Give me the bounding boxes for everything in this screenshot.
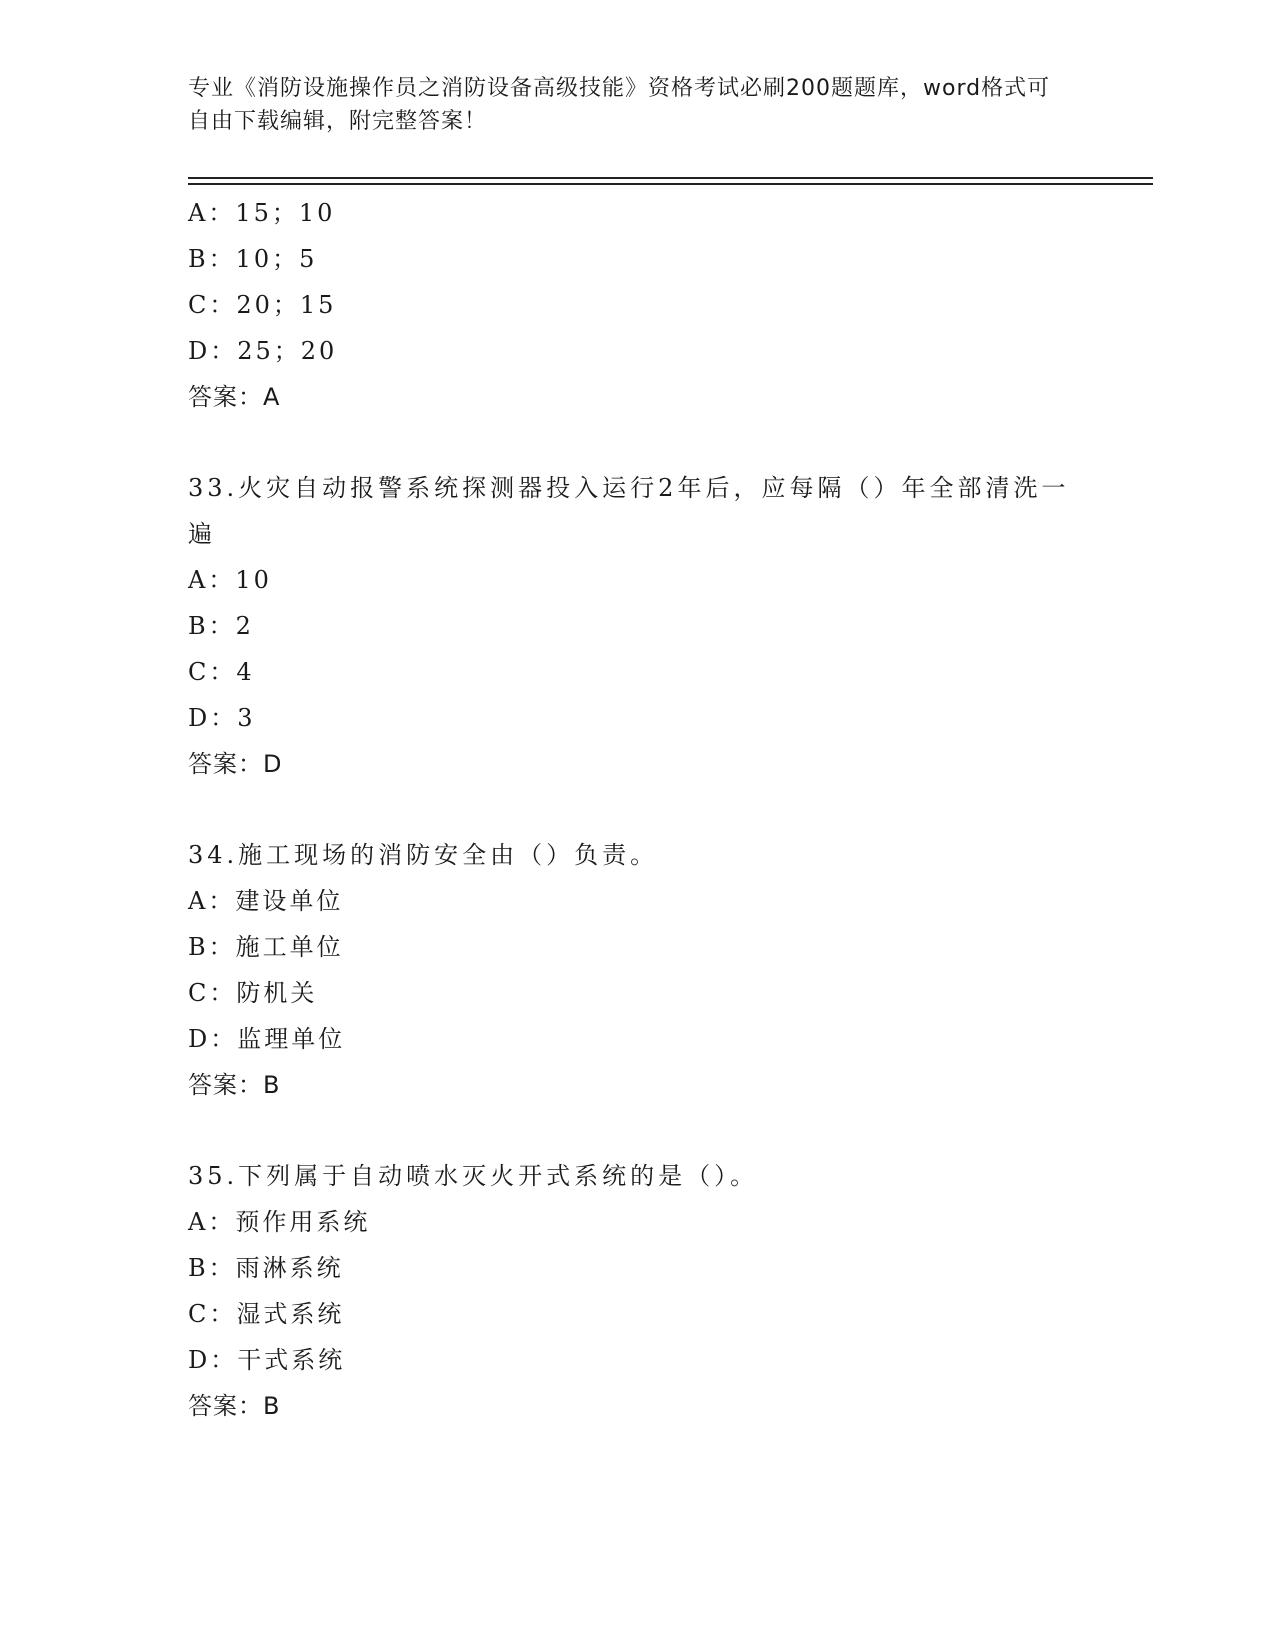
answer-value: D: [263, 750, 283, 778]
option-separator: ：: [210, 1346, 238, 1374]
answer-label: 答案：: [188, 1071, 263, 1099]
header-rule-top: [188, 177, 1153, 179]
option-separator: ：: [208, 887, 236, 915]
question-number: 33.: [188, 474, 239, 502]
question-stem: 施工现场的消防安全由（）负责。: [238, 841, 659, 869]
question-block: [188, 465, 1088, 787]
document-header: 专业《消防设施操作员之消防设备高级技能》资格考试必刷200题题库，word格式可自由下载编辑，附完整答案！: [188, 76, 1051, 134]
option-text: 雨淋系统: [235, 1254, 344, 1282]
option-text: 监理单位: [237, 1025, 346, 1053]
answer-line: [188, 1383, 1088, 1429]
option-letter: D: [188, 704, 211, 732]
header-rule-bottom: [188, 183, 1153, 185]
option-letter: A: [188, 887, 209, 915]
option-separator: ：: [208, 612, 236, 640]
option-separator: ：: [208, 1254, 236, 1282]
option-line: [188, 190, 1088, 236]
option-text: 20；15: [236, 291, 337, 319]
spacer: [188, 420, 1088, 465]
option-letter: A: [188, 566, 209, 594]
answer-label: 答案：: [188, 1392, 263, 1420]
option-line: [188, 970, 1088, 1016]
option-text: 10；5: [235, 245, 318, 273]
option-letter: B: [188, 245, 209, 273]
option-line: [188, 1199, 1088, 1245]
option-text: 10: [235, 566, 272, 594]
option-letter: B: [188, 612, 209, 640]
option-separator: ：: [209, 979, 237, 1007]
option-separator: ：: [208, 933, 236, 961]
option-text: 湿式系统: [236, 1300, 345, 1328]
question-text: [188, 832, 1088, 878]
option-text: 2: [235, 612, 254, 640]
option-letter: C: [188, 1300, 210, 1328]
option-line: [188, 1291, 1088, 1337]
option-text: 干式系统: [237, 1346, 346, 1374]
option-text: 防机关: [236, 979, 318, 1007]
option-separator: ：: [208, 1208, 236, 1236]
answer-label: 答案：: [188, 383, 263, 411]
answer-value: B: [263, 1392, 281, 1420]
option-line: [188, 236, 1088, 282]
option-text: 15；10: [235, 199, 336, 227]
question-number: 34.: [188, 841, 239, 869]
answer-line: [188, 741, 1088, 787]
answer-line: [188, 374, 1088, 420]
option-separator: ：: [210, 1025, 238, 1053]
option-separator: ：: [208, 245, 236, 273]
option-letter: D: [188, 337, 211, 365]
continued-question: [188, 190, 1088, 420]
option-letter: C: [188, 291, 210, 319]
option-line: [188, 328, 1088, 374]
question-block: [188, 1153, 1088, 1429]
spacer: [188, 787, 1088, 832]
option-letter: D: [188, 1346, 211, 1374]
option-text: 施工单位: [235, 933, 344, 961]
option-separator: ：: [209, 291, 237, 319]
option-text: 预作用系统: [235, 1208, 371, 1236]
option-line: [188, 878, 1088, 924]
option-line: [188, 1337, 1088, 1383]
option-letter: B: [188, 933, 209, 961]
option-text: 4: [236, 658, 255, 686]
option-line: [188, 557, 1088, 603]
option-line: [188, 1245, 1088, 1291]
option-line: [188, 924, 1088, 970]
option-letter: B: [188, 1254, 209, 1282]
option-separator: ：: [210, 704, 238, 732]
option-separator: ：: [208, 566, 236, 594]
option-line: [188, 695, 1088, 741]
option-separator: ：: [210, 337, 238, 365]
option-text: 25；20: [237, 337, 338, 365]
option-letter: D: [188, 1025, 211, 1053]
option-text: 3: [237, 704, 256, 732]
question-text: [188, 1153, 1088, 1199]
answer-value: B: [263, 1071, 281, 1099]
option-separator: ：: [208, 199, 236, 227]
option-line: [188, 1016, 1088, 1062]
question-text: [188, 465, 1088, 557]
option-line: [188, 603, 1088, 649]
answer-line: [188, 1062, 1088, 1108]
option-letter: A: [188, 199, 209, 227]
option-line: [188, 282, 1088, 328]
option-letter: C: [188, 658, 210, 686]
option-letter: C: [188, 979, 210, 1007]
option-separator: ：: [209, 658, 237, 686]
option-line: [188, 649, 1088, 695]
question-stem: 下列属于自动喷水灭火开式系统的是（）。: [238, 1162, 759, 1190]
question-number: 35.: [188, 1162, 239, 1190]
option-letter: A: [188, 1208, 209, 1236]
option-separator: ：: [209, 1300, 237, 1328]
spacer: [188, 1108, 1088, 1153]
question-block: [188, 832, 1088, 1108]
option-text: 建设单位: [235, 887, 344, 915]
answer-label: 答案：: [188, 750, 263, 778]
question-list: [188, 190, 1088, 1429]
question-stem: 火灾自动报警系统探测器投入运行2年后，应每隔（）年全部清洗一遍: [188, 474, 1070, 548]
answer-value: A: [263, 383, 281, 411]
